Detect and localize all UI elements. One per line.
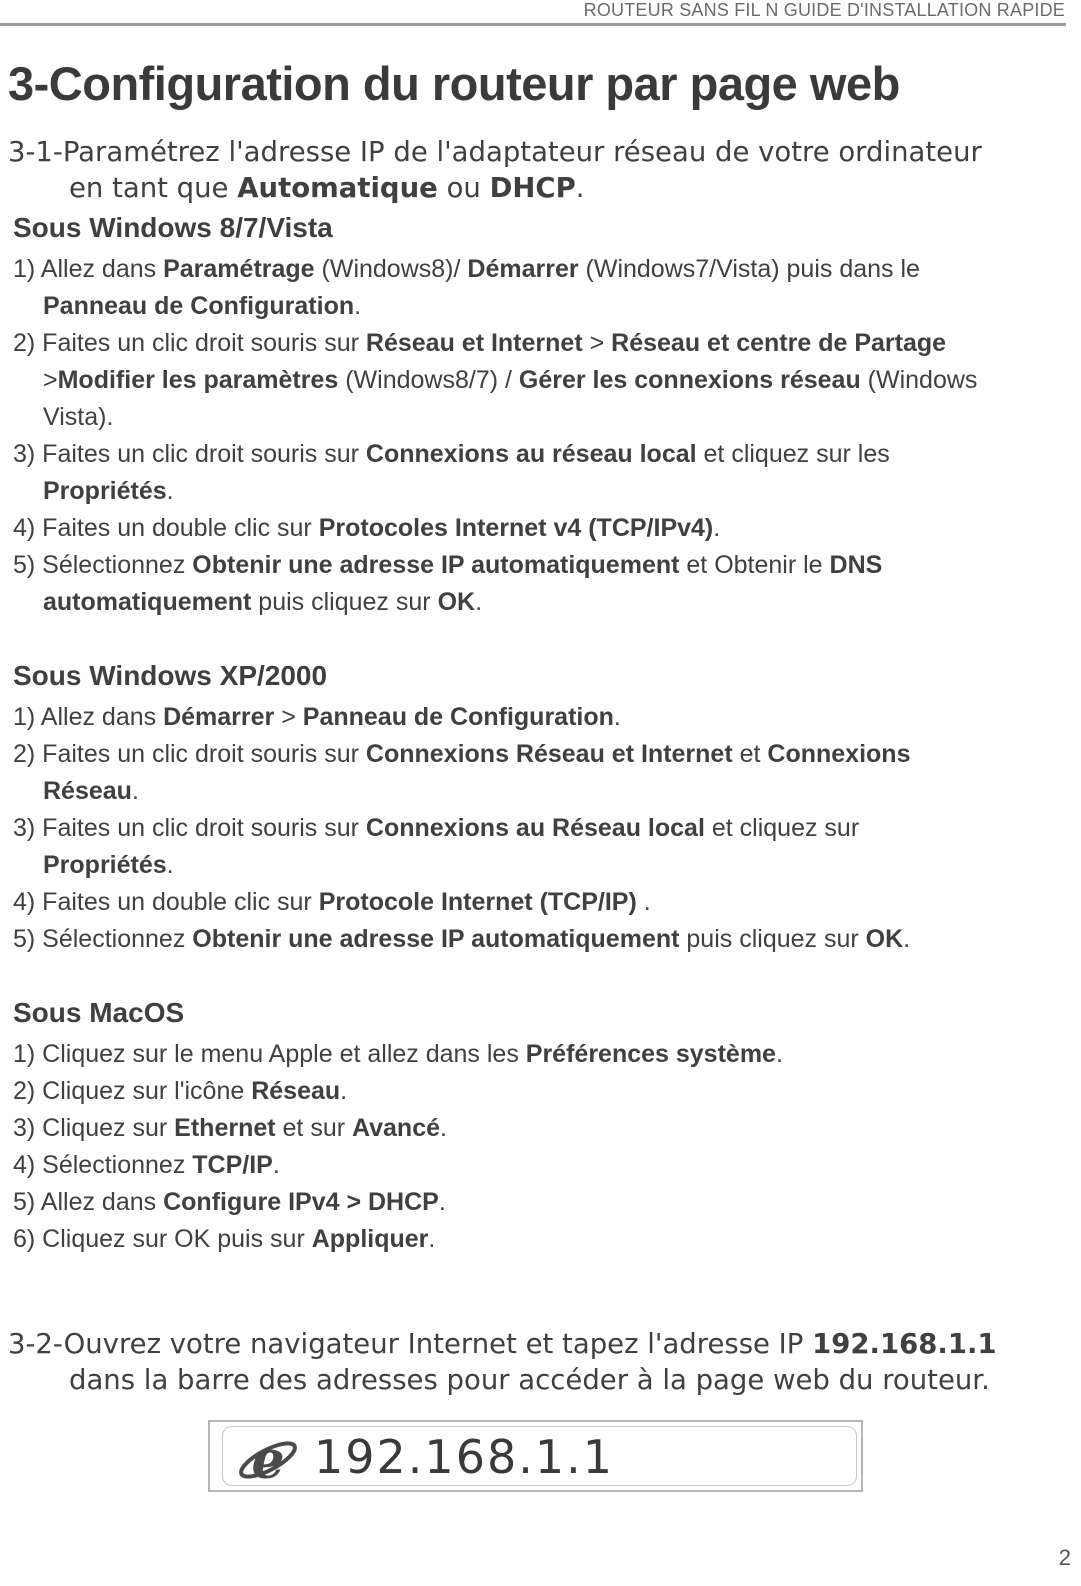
line [13,288,1073,325]
line [13,399,1073,436]
text: Vista). [43,403,114,431]
line [13,473,1073,510]
bold-text: Appliquer [311,1225,429,1253]
heading-windows-xp-2000: Sous Windows XP/2000 [13,660,328,691]
bold-text: Protocoles Internet v4 (TCP/IPv4) [318,514,714,542]
text: > [582,329,612,357]
bold-text: Connexions au réseau local [365,440,697,468]
bold-text: Connexions [767,740,911,768]
bold-text: Panneau de Configuration [302,703,614,731]
line [13,251,1073,288]
list-item [13,436,1073,510]
text: 4) Faites un double clic sur [13,514,319,542]
bold-text: OK [865,925,904,953]
line [13,1221,1073,1258]
text: ou [437,172,490,204]
list-item [13,699,1073,736]
text: . [440,1114,447,1142]
text: 5) Sélectionnez [13,551,193,579]
text: . [636,888,651,916]
bold-text: Obtenir une adresse IP automatiquement [192,925,680,953]
text: . [613,703,621,731]
intro-line [8,1326,997,1362]
browser-address-bar[interactable] [208,1420,863,1492]
text: et sur [275,1114,352,1142]
text: . [166,477,174,505]
heading-macos: Sous MacOS [13,997,185,1028]
bold-text: Gérer les connexions réseau [518,366,861,394]
list-item [13,810,1073,884]
line [13,736,1073,773]
list-item [13,325,1073,436]
text: . [903,925,911,953]
text: 1) Cliquez sur le menu Apple et allez dans les [13,1040,526,1068]
line [13,921,1073,958]
line [13,1110,1073,1147]
text: puis cliquez sur [679,925,866,953]
page-number: 2 [1058,1545,1071,1570]
list-item [13,1073,1073,1110]
line [13,510,1073,547]
running-header: ROUTEUR SANS FIL N GUIDE D'INSTALLATION RAPIDE [583,0,1065,20]
text: . [354,292,362,320]
list-item [13,251,1073,325]
text: 3-2-Ouvrez votre navigateur Internet et tapez l'adresse IP [8,1328,813,1360]
intro-line: 3-1-Paramétrez l'adresse IP de l'adaptateur réseau de votre ordinateur [8,136,982,168]
bold-text: Obtenir une adresse IP automatiquement [192,551,680,579]
text: . [475,588,483,616]
bold-text: Paramétrage [163,255,315,283]
bold-text: Réseau et Internet [365,329,583,357]
internet-explorer-icon [236,1428,300,1486]
bold-text: DNS [829,551,883,579]
line [13,810,1073,847]
bold-text: Propriétés [43,851,167,879]
text: puis cliquez sur [251,588,438,616]
bold-text: automatiquement [43,588,252,616]
line [13,1184,1073,1221]
text: 5) Sélectionnez [13,925,193,953]
text: 4) Faites un double clic sur [13,888,319,916]
text: . [575,172,585,204]
bold-text: Automatique [237,172,438,204]
bold-text: Réseau [43,777,132,805]
bold-text: Modifier les paramètres [57,366,339,394]
bold-text: Panneau de Configuration [43,292,355,320]
page-title: 3-Configuration du routeur par page web [8,57,900,110]
line [13,884,1073,921]
text: 3) Faites un clic droit souris sur [13,440,366,468]
bold-text: DHCP [489,172,576,204]
line [13,547,1073,584]
text: . [166,851,174,879]
text: et cliquez sur les [696,440,890,468]
list-item [13,547,1073,621]
text: 4) Sélectionnez [13,1151,193,1179]
svg-text:e: e [251,1430,285,1486]
text: (Windows8/7) / [338,366,519,394]
line [13,362,1073,399]
text: . [131,777,139,805]
list-item [13,736,1073,810]
text: . [272,1151,280,1179]
line [13,325,1073,362]
text: 6) Cliquez sur OK puis sur [13,1225,312,1253]
line [13,699,1073,736]
intro-line: dans la barre des adresses pour accéder à la page web du routeur. [69,1364,990,1396]
steps-windows-8-7-vista [13,251,1073,621]
text: . [775,1040,783,1068]
text: 1) Allez dans [13,255,164,283]
list-item [13,921,1073,958]
bold-text: Réseau [251,1077,341,1105]
text: . [713,514,721,542]
text: . [340,1077,348,1105]
line [13,847,1073,884]
bold-text: 192.168.1.1 [812,1328,997,1360]
text: 2) Faites un clic droit souris sur [13,329,366,357]
list-item [13,510,1073,547]
text: (Windows [860,366,978,394]
list-item [13,1184,1073,1221]
header-rule [0,23,1066,26]
line [13,1036,1073,1073]
bold-text: Configure IPv4 > DHCP [163,1188,439,1216]
bold-text: OK [437,588,476,616]
bold-text: Connexions Réseau et Internet [365,740,733,768]
intro-line [8,170,982,206]
bold-text: Démarrer [163,703,275,731]
text: 1) Allez dans [13,703,164,731]
bold-text: Réseau et centre de Partage [611,329,947,357]
text: (Windows7/Vista) puis dans le [578,255,920,283]
line [13,1147,1073,1184]
bold-text: Protocole Internet (TCP/IP) [318,888,637,916]
section-3-1-intro [8,134,982,206]
list-item [13,884,1073,921]
address-value: 192.168.1.1 [314,1430,614,1484]
text: 5) Allez dans [13,1188,164,1216]
list-item [13,1110,1073,1147]
text: . [428,1225,436,1253]
steps-macos [13,1036,1073,1258]
list-item [13,1036,1073,1073]
bold-text: TCP/IP [192,1151,273,1179]
list-item [13,1147,1073,1184]
text: (Windows8)/ [314,255,468,283]
bold-text: Démarrer [467,255,579,283]
text: . [438,1188,446,1216]
bold-text: Propriétés [43,477,167,505]
text: 2) Faites un clic droit souris sur [13,740,366,768]
line [13,584,1073,621]
text: et Obtenir le [679,551,830,579]
text: > [43,366,58,394]
text: en tant que [69,172,238,204]
text: 3) Faites un clic droit souris sur [13,814,366,842]
steps-windows-xp-2000 [13,699,1073,958]
text: et cliquez sur [704,814,860,842]
list-item [13,1221,1073,1258]
bold-text: Préférences système [525,1040,776,1068]
line [13,773,1073,810]
bold-text: Avancé [352,1114,441,1142]
heading-windows-8-7-vista: Sous Windows 8/7/Vista [13,212,333,243]
bold-text: Ethernet [174,1114,276,1142]
text: > [274,703,303,731]
line [13,436,1073,473]
bold-text: Connexions au Réseau local [365,814,705,842]
line [13,1073,1073,1110]
section-3-2-intro [8,1326,997,1398]
text: 3) Cliquez sur [13,1114,175,1142]
text: et [732,740,768,768]
text: 2) Cliquez sur l'icône [13,1077,252,1105]
